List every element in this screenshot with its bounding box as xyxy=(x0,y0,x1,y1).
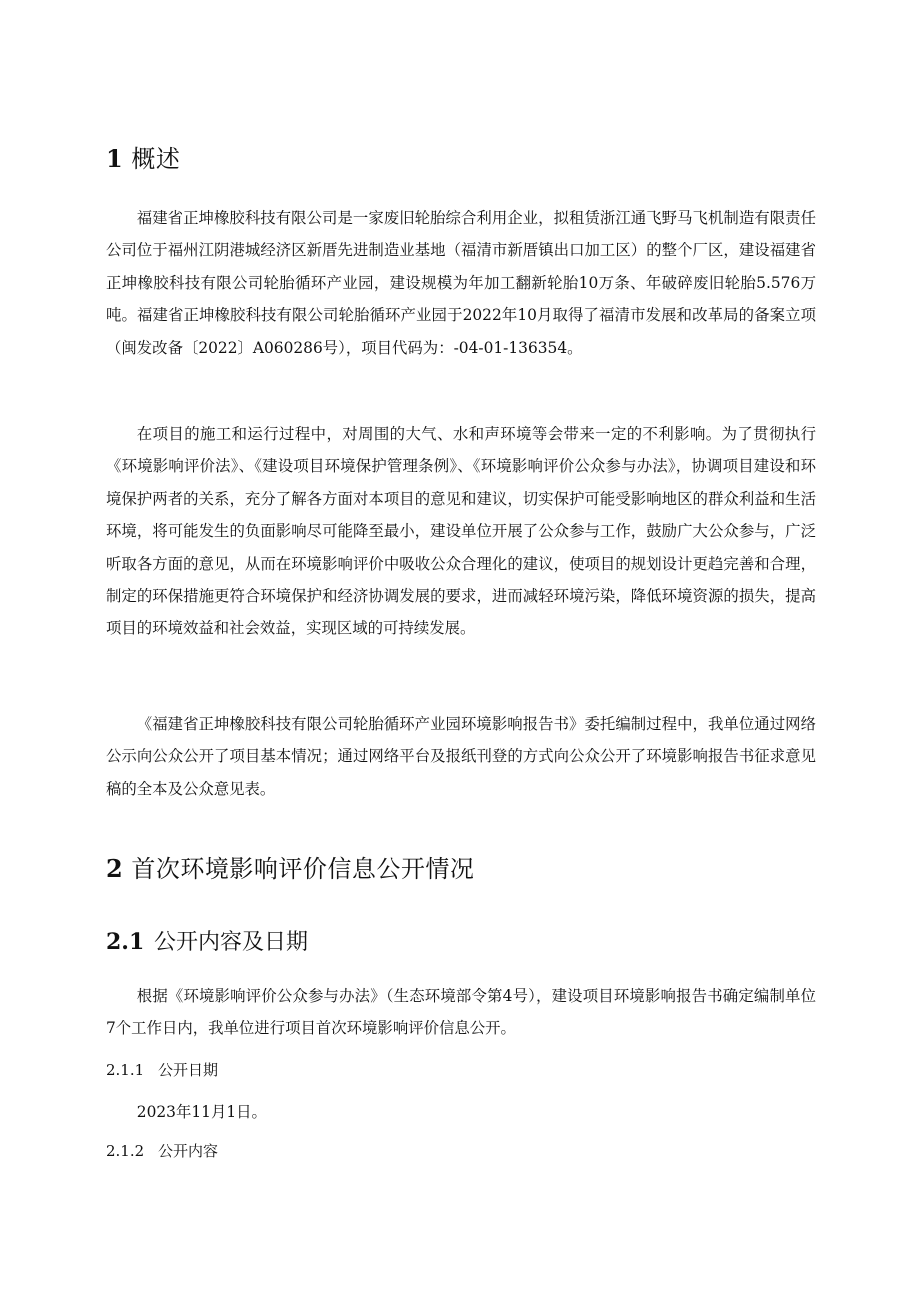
section-1-paragraph-1: 福建省正坤橡胶科技有限公司是一家废旧轮胎综合利用企业，拟租赁浙江通飞野马飞机制造有限责任公司位于福州江阴港城经济区新厝先进制造业基地（福清市新厝镇出口加工区）的整个厂区，建设福建省正坤橡胶科技有限公司轮胎循环产业园，建设规模为年加工翻新轮胎10万条、年破碎废旧轮胎5.576万吨。福建省正坤橡胶科技有限公司轮胎循环产业园于2022年10月取得了福清市发展和改革局的备案立项（闽发改备〔2022〕A060286号），项目代码为：-04-01-136354。 xyxy=(106,209,816,357)
section-2-1-1-paragraph: 2023年11月1日。 xyxy=(136,1103,267,1121)
section-2-1-1-number: 2.1.1 xyxy=(106,1061,145,1079)
section-2-title: 首次环境影响评价信息公开情况 xyxy=(131,855,475,883)
section-2-1-title: 公开内容及日期 xyxy=(154,930,309,955)
section-2-1-heading xyxy=(106,928,308,957)
section-2-1-1-heading xyxy=(106,1060,218,1080)
section-2-heading xyxy=(106,854,474,884)
section-1-title: 概述 xyxy=(131,145,181,173)
section-2-number: 2 xyxy=(106,854,124,883)
section-2-1-2-number: 2.1.2 xyxy=(106,1142,145,1160)
section-1-number: 1 xyxy=(106,144,124,173)
section-1-heading xyxy=(106,144,180,174)
section-2-1-1-title: 公开日期 xyxy=(158,1061,219,1079)
section-2-1-number: 2.1 xyxy=(106,929,145,955)
section-1-paragraph-3: 《福建省正坤橡胶科技有限公司轮胎循环产业园环境影响报告书》委托编制过程中，我单位通过网络公示向公众公开了项目基本情况；通过网络平台及报纸刊登的方式向公众公开了环境影响报告书征求意见稿的全本及公众意见表。 xyxy=(106,715,816,798)
section-2-1-2-title: 公开内容 xyxy=(158,1142,219,1160)
section-2-1-2-heading xyxy=(106,1141,218,1161)
section-1-paragraph-2: 在项目的施工和运行过程中，对周围的大气、水和声环境等会带来一定的不利影响。为了贯彻执行《环境影响评价法》、《建设项目环境保护管理条例》、《环境影响评价公众参与办法》，协调项目建设和环境保护两者的关系，充分了解各方面对本项目的意见和建议，切实保护可能受影响地区的群众利益和生活环境，将可能发生的负面影响尽可能降至最小，建设单位开展了公众参与工作，鼓励广大公众参与，广泛听取各方面的意见，从而在环境影响评价中吸收公众合理化的建议，使项目的规划设计更趋完善和合理，制定的环保措施更符合环境保护和经济协调发展的要求，进而减轻环境污染，降低环境资源的损失，提高项目的环境效益和社会效益，实现区域的可持续发展。 xyxy=(106,425,816,638)
section-2-1-paragraph: 根据《环境影响评价公众参与办法》（生态环境部令第4号），建设项目环境影响报告书确定编制单位7个工作日内，我单位进行项目首次环境影响评价信息公开。 xyxy=(106,987,816,1038)
